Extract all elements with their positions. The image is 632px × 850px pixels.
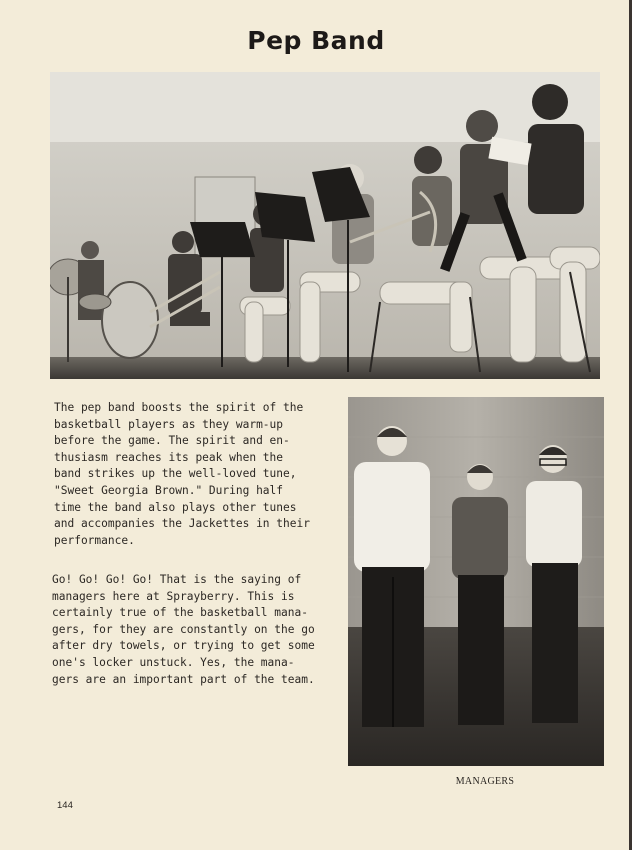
managers-photo-image bbox=[348, 397, 604, 766]
pep-band-description: The pep band boosts the spirit of the basketball players as they warm-up before the game. The spirit and en- thusiasm reaches its peak when the band strikes up the well-loved tune, "Sweet Georgia Brown." During half time the band also plays other tunes and accompanies the Jackettes in their performance. bbox=[54, 401, 310, 547]
page-title: Pep Band bbox=[247, 26, 385, 55]
managers-photo bbox=[348, 397, 604, 766]
managers-photo-caption: MANAGERS bbox=[455, 776, 515, 787]
page-number: 144 bbox=[57, 800, 73, 811]
managers-description: Go! Go! Go! Go! That is the saying of managers here at Sprayberry. This is certainly true of the basketball mana- gers, for they are constantly on the go after dry towels, or trying to get some one's locker unstuck. Yes, the mana- gers are an important part of the team. bbox=[52, 573, 315, 686]
pep-band-photo-image bbox=[50, 72, 600, 379]
pep-band-photo bbox=[50, 72, 600, 379]
